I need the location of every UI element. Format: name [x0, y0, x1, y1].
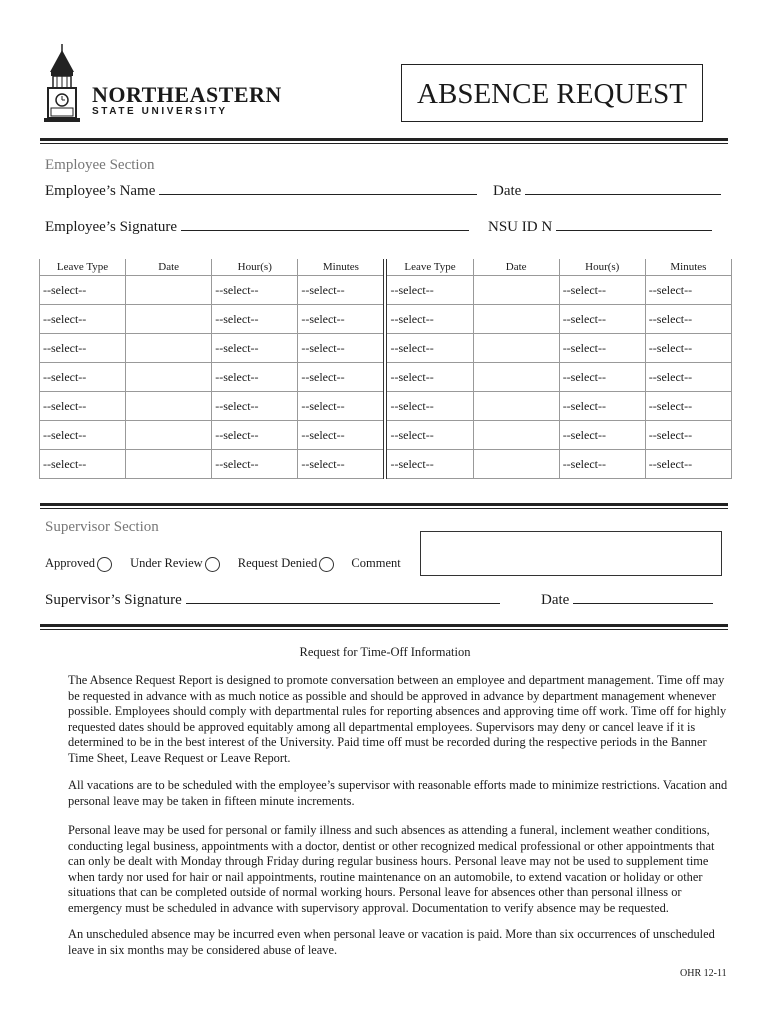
table-row [40, 276, 732, 305]
table-row [40, 305, 732, 334]
minutes-select[interactable]: --select-- [645, 276, 731, 305]
date-input[interactable] [473, 450, 559, 479]
leave-type-select[interactable]: --select-- [40, 450, 126, 479]
leave-type-select[interactable]: --select-- [385, 363, 473, 392]
minutes-select[interactable]: --select-- [645, 363, 731, 392]
info-paragraph-3: Personal leave may be used for personal or family illness and such absences as attending a funeral, inclement weather conditions, conducting legal business, appointments with a doctor, dentist or other recognized medical professional or other appointments that can only be dealt with Monday through Friday during regular business hours. Personal leave may not be used to supplement time when tardy nor used for hair or nail appointments, routine maintenance on an automobile, to extend vacation or holiday or other situations that can be completed outside of normal working hours. Personal leave for absences other than personal illness or emergency must be scheduled in advance with supervisory approval. Documentation to verify absence may be requested. [68, 823, 715, 915]
supervisor-signature-label: Supervisor’s Signature [45, 592, 182, 608]
col-minutes-2: Minutes [645, 259, 731, 276]
under-review-label: Under Review [130, 556, 203, 570]
employee-date-label: Date [493, 183, 522, 199]
leave-type-select[interactable]: --select-- [40, 305, 126, 334]
minutes-select[interactable]: --select-- [298, 450, 386, 479]
university-name: NORTHEASTERN [92, 82, 282, 107]
comment-field[interactable] [420, 531, 722, 576]
nsu-id-label: NSU ID N [488, 219, 553, 235]
col-date-2: Date [473, 259, 559, 276]
employee-signature-label: Employee’s Signature [45, 219, 178, 235]
leave-type-select[interactable]: --select-- [385, 334, 473, 363]
employee-date-row [493, 182, 721, 200]
leave-type-select[interactable]: --select-- [385, 392, 473, 421]
col-leave-type-2: Leave Type [385, 259, 473, 276]
supervisor-date-label: Date [541, 592, 570, 608]
header-divider [40, 138, 728, 144]
minutes-select[interactable]: --select-- [645, 450, 731, 479]
leave-type-select[interactable]: --select-- [40, 392, 126, 421]
leave-type-select[interactable]: --select-- [40, 421, 126, 450]
hours-select[interactable]: --select-- [212, 392, 298, 421]
hours-select[interactable]: --select-- [559, 392, 645, 421]
hours-select[interactable]: --select-- [212, 305, 298, 334]
denied-option[interactable] [238, 556, 335, 570]
supervisor-signature-field[interactable] [186, 591, 500, 604]
hours-select[interactable]: --select-- [559, 421, 645, 450]
denied-label: Request Denied [237, 556, 318, 570]
nsu-id-field[interactable] [556, 218, 712, 231]
hours-select[interactable]: --select-- [559, 305, 645, 334]
date-input[interactable] [473, 421, 559, 450]
hours-select[interactable]: --select-- [212, 276, 298, 305]
date-input[interactable] [473, 276, 559, 305]
date-input[interactable] [473, 334, 559, 363]
university-subname: STATE UNIVERSITY [92, 106, 228, 117]
info-paragraph-1: The Absence Request Report is designed to promote conversation between an employee and department management. Time off may be requested in advance with as much notice as possible and should be approved in advance by department management whenever possible. Employees should comply with departmental rules for reporting absences and approving time off work. Time off for highly requested dates should be approved equitably among all departmental employees. Supervisors may deny or cancel leave if it is determined to be in the best interest of the University. Paid time off must be recorded during the respective periods in the Banner Time Sheet, Leave Request or Leave Report. [68, 673, 727, 765]
date-input[interactable] [126, 450, 212, 479]
leave-type-select[interactable]: --select-- [40, 276, 126, 305]
date-input[interactable] [126, 392, 212, 421]
employee-date-field[interactable] [525, 182, 721, 195]
approved-label: Approved [45, 556, 95, 570]
table-row [40, 334, 732, 363]
date-input[interactable] [473, 392, 559, 421]
hours-select[interactable]: --select-- [212, 421, 298, 450]
employee-name-field[interactable] [159, 182, 477, 195]
minutes-select[interactable]: --select-- [645, 305, 731, 334]
minutes-select[interactable]: --select-- [298, 305, 386, 334]
employee-name-row [45, 182, 477, 200]
under-review-radio[interactable] [205, 557, 220, 572]
table-row [40, 450, 732, 479]
date-input[interactable] [126, 334, 212, 363]
approved-radio[interactable] [97, 557, 112, 572]
leave-type-select[interactable]: --select-- [385, 305, 473, 334]
form-code: OHR 12-11 [680, 968, 727, 979]
date-input[interactable] [126, 363, 212, 392]
employee-name-label: Employee’s Name [45, 183, 156, 199]
hours-select[interactable]: --select-- [212, 450, 298, 479]
clock-tower-icon [42, 44, 82, 122]
info-heading: Request for Time-Off Information [299, 645, 471, 659]
supervisor-date-field[interactable] [573, 591, 713, 604]
col-hours-2: Hour(s) [559, 259, 645, 276]
hours-select[interactable]: --select-- [559, 276, 645, 305]
under-review-option[interactable] [130, 556, 220, 570]
hours-select[interactable]: --select-- [559, 450, 645, 479]
table-divider [40, 503, 728, 509]
minutes-select[interactable]: --select-- [645, 334, 731, 363]
table-row [40, 421, 732, 450]
minutes-select[interactable]: --select-- [645, 392, 731, 421]
leave-table-header [40, 259, 732, 276]
leave-type-select[interactable]: --select-- [385, 421, 473, 450]
col-leave-type-1: Leave Type [40, 259, 126, 276]
info-paragraph-4: An unscheduled absence may be incurred even when personal leave or vacation is paid. More than six occurrences of unscheduled leave in six months may be considered abuse of leave. [68, 927, 715, 957]
table-row [40, 363, 732, 392]
minutes-select[interactable]: --select-- [298, 421, 386, 450]
col-hours-1: Hour(s) [212, 259, 298, 276]
status-options [45, 556, 401, 572]
nsu-id-row [488, 218, 712, 236]
form-title: ABSENCE REQUEST [401, 64, 703, 122]
minutes-select[interactable]: --select-- [645, 421, 731, 450]
minutes-select[interactable]: --select-- [298, 276, 386, 305]
supervisor-date-row [541, 591, 713, 609]
col-date-1: Date [126, 259, 212, 276]
leave-table [39, 259, 732, 479]
leave-type-select[interactable]: --select-- [385, 276, 473, 305]
hours-select[interactable]: --select-- [559, 363, 645, 392]
leave-type-select[interactable]: --select-- [385, 450, 473, 479]
date-input[interactable] [126, 276, 212, 305]
col-minutes-1: Minutes [298, 259, 386, 276]
date-input[interactable] [126, 421, 212, 450]
employee-section-label: Employee Section [45, 157, 155, 173]
date-input[interactable] [473, 305, 559, 334]
leave-type-select[interactable]: --select-- [40, 334, 126, 363]
date-input[interactable] [473, 363, 559, 392]
minutes-select[interactable]: --select-- [298, 334, 386, 363]
date-input[interactable] [126, 305, 212, 334]
university-logo [42, 44, 82, 122]
hours-select[interactable]: --select-- [559, 334, 645, 363]
comment-label: Comment [351, 556, 401, 570]
approved-option[interactable] [45, 556, 112, 570]
hours-select[interactable]: --select-- [212, 334, 298, 363]
leave-type-select[interactable]: --select-- [40, 363, 126, 392]
employee-signature-row [45, 218, 469, 236]
denied-radio[interactable] [319, 557, 334, 572]
hours-select[interactable]: --select-- [212, 363, 298, 392]
info-paragraph-2: All vacations are to be scheduled with the employee’s supervisor with reasonable efforts made to minimize restrictions. Vacation and personal leave may be taken in fifteen minute increments. [68, 778, 728, 808]
employee-signature-field[interactable] [181, 218, 469, 231]
table-row [40, 392, 732, 421]
supervisor-signature-row [45, 591, 500, 609]
minutes-select[interactable]: --select-- [298, 392, 386, 421]
supervisor-divider [40, 624, 728, 630]
minutes-select[interactable]: --select-- [298, 363, 386, 392]
supervisor-section-label: Supervisor Section [45, 519, 159, 535]
